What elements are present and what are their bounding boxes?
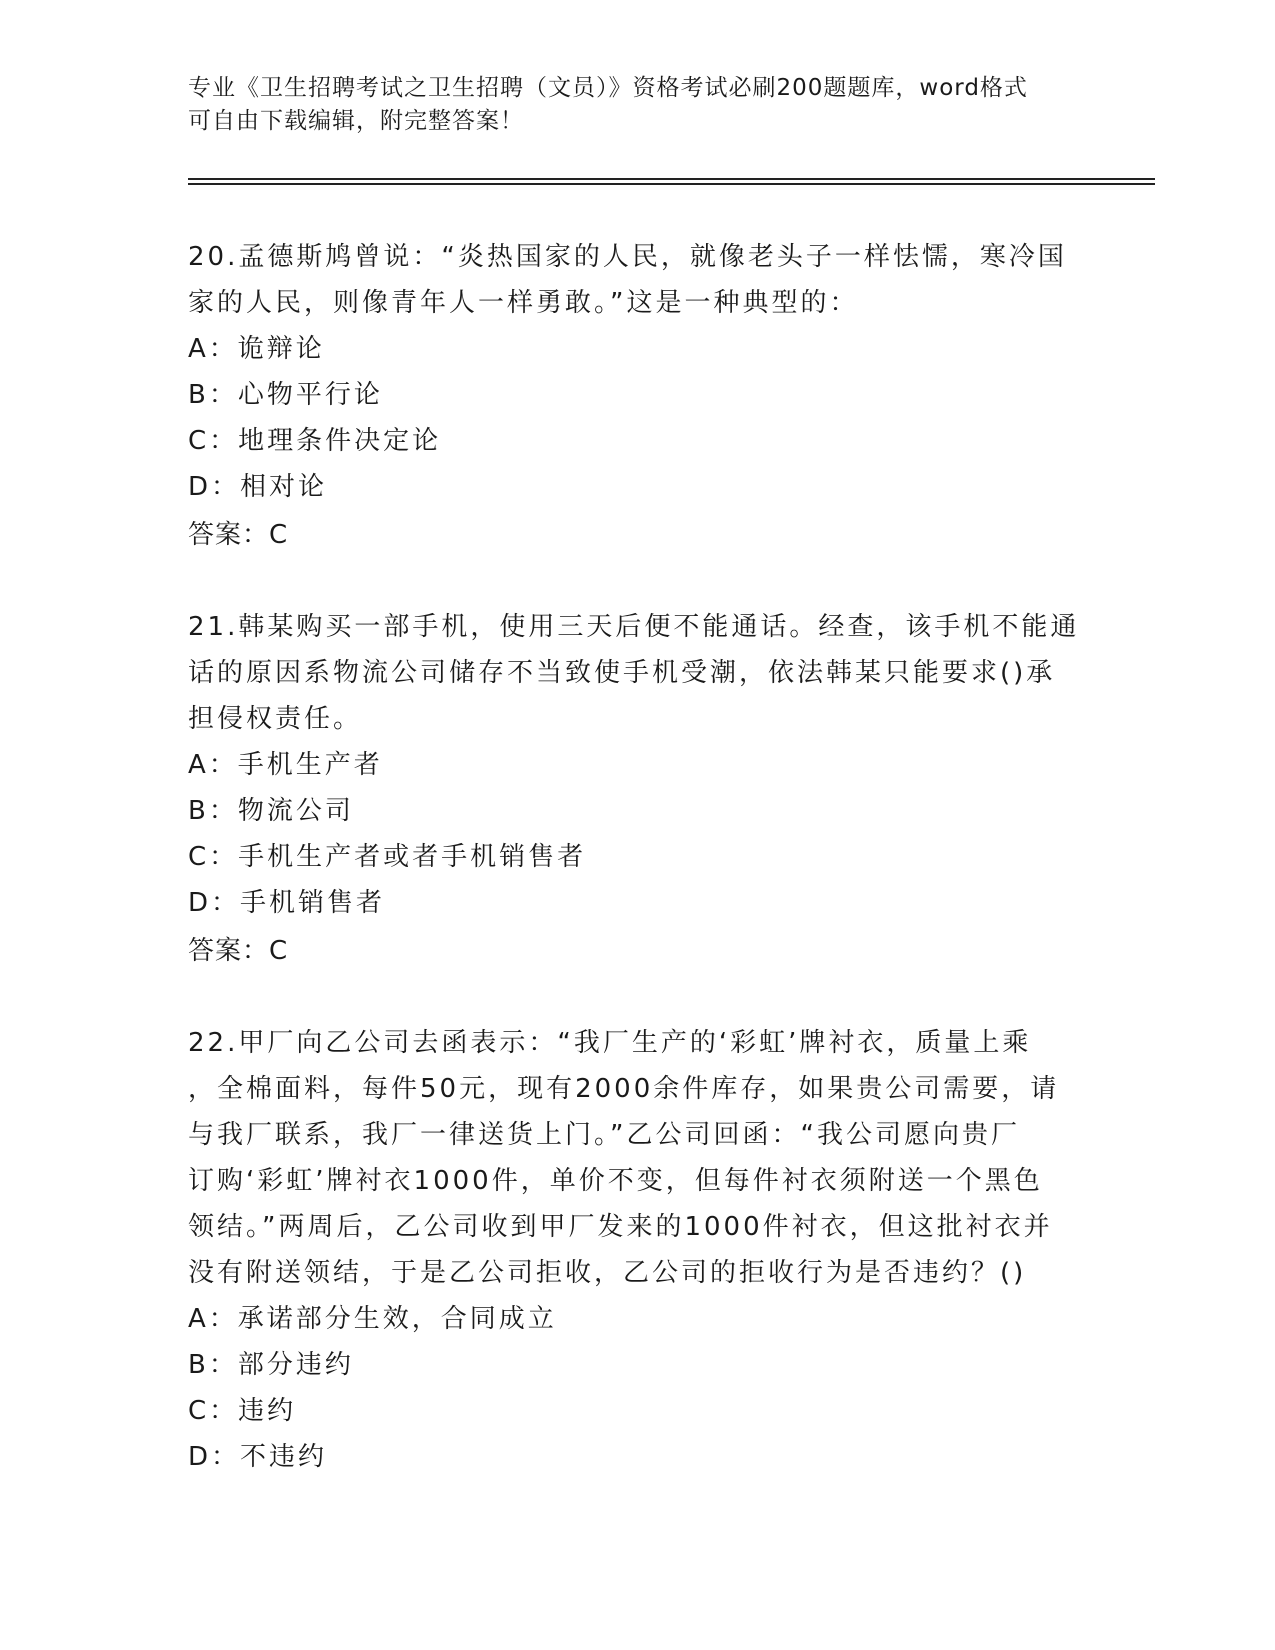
document-header	[188, 72, 1088, 138]
question-line: 领结。”两周后，乙公司收到甲厂发来的1000件衬衣，但这批衬衣并	[188, 1212, 1053, 1242]
header-line-1: 专业《卫生招聘考试之卫生招聘（文员）》资格考试必刷200题题库，word格式	[188, 75, 1028, 101]
option-a: A：手机生产者	[188, 750, 383, 780]
question-line: 22.甲厂向乙公司去函表示：“我厂生产的‘彩虹’牌衬衣，质量上乘	[188, 1028, 1032, 1058]
option-b: B：部分违约	[188, 1350, 354, 1380]
question-line: 20.孟德斯鸠曾说：“炎热国家的人民，就像老头子一样怯懦，寒冷国	[188, 242, 1067, 272]
question-line: 话的原因系物流公司储存不当致使手机受潮，依法韩某只能要求()承	[188, 658, 1056, 688]
option-a: A：承诺部分生效，合同成立	[188, 1304, 557, 1334]
option-c: C：违约	[188, 1396, 297, 1426]
question-text	[188, 604, 1088, 742]
option-b: B：物流公司	[188, 796, 354, 826]
question-21	[188, 604, 1088, 974]
header-divider-bottom	[188, 183, 1155, 185]
option-d: D：手机销售者	[188, 888, 386, 918]
question-line: 订购‘彩虹’牌衬衣1000件，单价不变，但每件衬衣须附送一个黑色	[188, 1166, 1043, 1196]
header-line-2: 可自由下载编辑，附完整答案！	[188, 108, 524, 134]
option-d: D：不违约	[188, 1442, 328, 1472]
option-b: B：心物平行论	[188, 380, 383, 410]
option-c: C：手机生产者或者手机销售者	[188, 842, 587, 872]
question-list	[188, 234, 1088, 1526]
option-c: C：地理条件决定论	[188, 426, 442, 456]
question-22	[188, 1020, 1088, 1480]
question-line: ，全棉面料，每件50元，现有2000余件库存，如果贵公司需要，请	[188, 1074, 1060, 1104]
header-divider-top	[188, 178, 1155, 180]
question-line: 没有附送领结，于是乙公司拒收，乙公司的拒收行为是否违约？()	[188, 1258, 1027, 1288]
question-text	[188, 234, 1088, 326]
question-text	[188, 1020, 1088, 1296]
answer: 答案：C	[188, 936, 289, 966]
answer: 答案：C	[188, 520, 289, 550]
question-20	[188, 234, 1088, 558]
option-d: D：相对论	[188, 472, 328, 502]
question-line: 与我厂联系，我厂一律送货上门。”乙公司回函：“我公司愿向贵厂	[188, 1120, 1020, 1150]
option-a: A：诡辩论	[188, 334, 325, 364]
question-line: 担侵权责任。	[188, 704, 363, 734]
question-line: 家的人民，则像青年人一样勇敢。”这是一种典型的：	[188, 288, 859, 318]
question-line: 21.韩某购买一部手机，使用三天后便不能通话。经查，该手机不能通	[188, 612, 1080, 642]
